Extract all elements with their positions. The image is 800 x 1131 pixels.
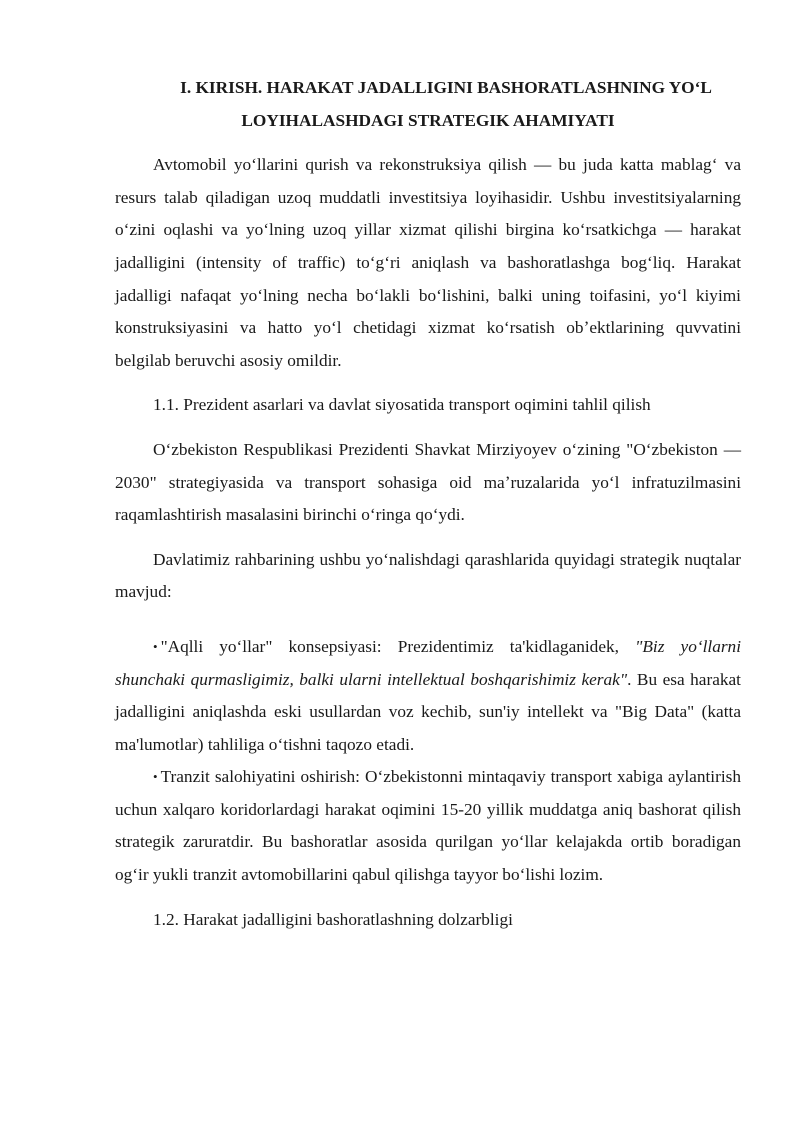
- section-heading-1-1: 1.1. Prezident asarlari va davlat siyosatida transport oqimini tahlil qilish: [153, 395, 651, 415]
- bullet-list: [115, 631, 741, 892]
- bullet-quote-text: "Biz yoʻllarni shunchaki qurmasligimiz, balki ularni intellektual boshqarishimiz kerak": [115, 636, 742, 689]
- points-intro-paragraph: Davlatimiz rahbarining ushbu yoʻnalishdagi qarashlarida quyidagi strategik nuqtalar mavjud:: [115, 549, 741, 602]
- document-page: [115, 72, 741, 948]
- bullet-lead-text: "Aqlli yoʻllar" konsepsiyasi: Prezidentimiz ta'kidlaganidek,: [160, 636, 636, 656]
- bullet-item-transit: [115, 761, 741, 891]
- intro-paragraph: Avtomobil yoʻllarini qurish va rekonstruksiya qilish — bu juda katta mablagʻ va resurs talab qiladigan uzoq muddatli investitsiya loyihasidir. Ushbu investitsiyalarning oʻzini oqlashi va yoʻlning uzoq yillar xizmat qilishi birgina koʻrsatkichga — harakat jadalligini (intensity of traffic) toʻgʻri aniqlash va bashoratlashga bogʻliq. Harakat jadalligi nafaqat yoʻlning necha boʻlakli boʻlishini, balki uning toifasini, yoʻl kiyimi konstruksiyasini va hatto yoʻl chetidagi xizmat koʻrsatish obʼektlarining quvvatini belgilab beruvchi asosiy omildir.: [115, 155, 741, 370]
- president-paragraph: Oʻzbekiston Respublikasi Prezidenti Shavkat Mirziyoyev oʻzining "Oʻzbekiston — 2030" strategiyasida va transport sohasiga oid maʼruzalarida yoʻl infratuzilmasini raqamlashtirish masalasini birinchi oʻringa qoʻydi.: [115, 439, 741, 525]
- chapter-title-line-1: I. KIRISH. HARAKAT JADALLIGINI BASHORATLASHNING YOʻL: [180, 78, 712, 97]
- bullet-item-smart-roads: [115, 631, 741, 761]
- chapter-title: [115, 72, 741, 137]
- bullet-rest-text: . Bu esa harakat jadalligini aniqlashda eski usullardan voz kechib, sun'iy intellekt va "Big Data" (katta ma'lumotlar) tahliliga oʻtishni taqozo etadi.: [115, 669, 741, 754]
- section-heading-1-2: 1.2. Harakat jadalligini bashoratlashning dolzarbligi: [153, 909, 513, 929]
- chapter-title-line-2: LOYIHALASHDAGI STRATEGIK AHAMIYATI: [241, 110, 615, 130]
- bullet-text: Tranzit salohiyatini oshirish: Oʻzbekistonni mintaqaviy transport xabiga aylantirish uchun xalqaro koridorlardagi harakat oqimini 15-20 yillik muddatga aniq bashorat qilish strategik zaruratdir. Bu bashoratlar asosida qurilgan yoʻllar kelajakda ortib boradigan ogʻir yukli tranzit avtomobillarini qabul qilishga tayyor boʻlishi lozim.: [115, 767, 741, 885]
- bullet-marker: •: [153, 769, 158, 785]
- bullet-marker: •: [153, 638, 158, 654]
